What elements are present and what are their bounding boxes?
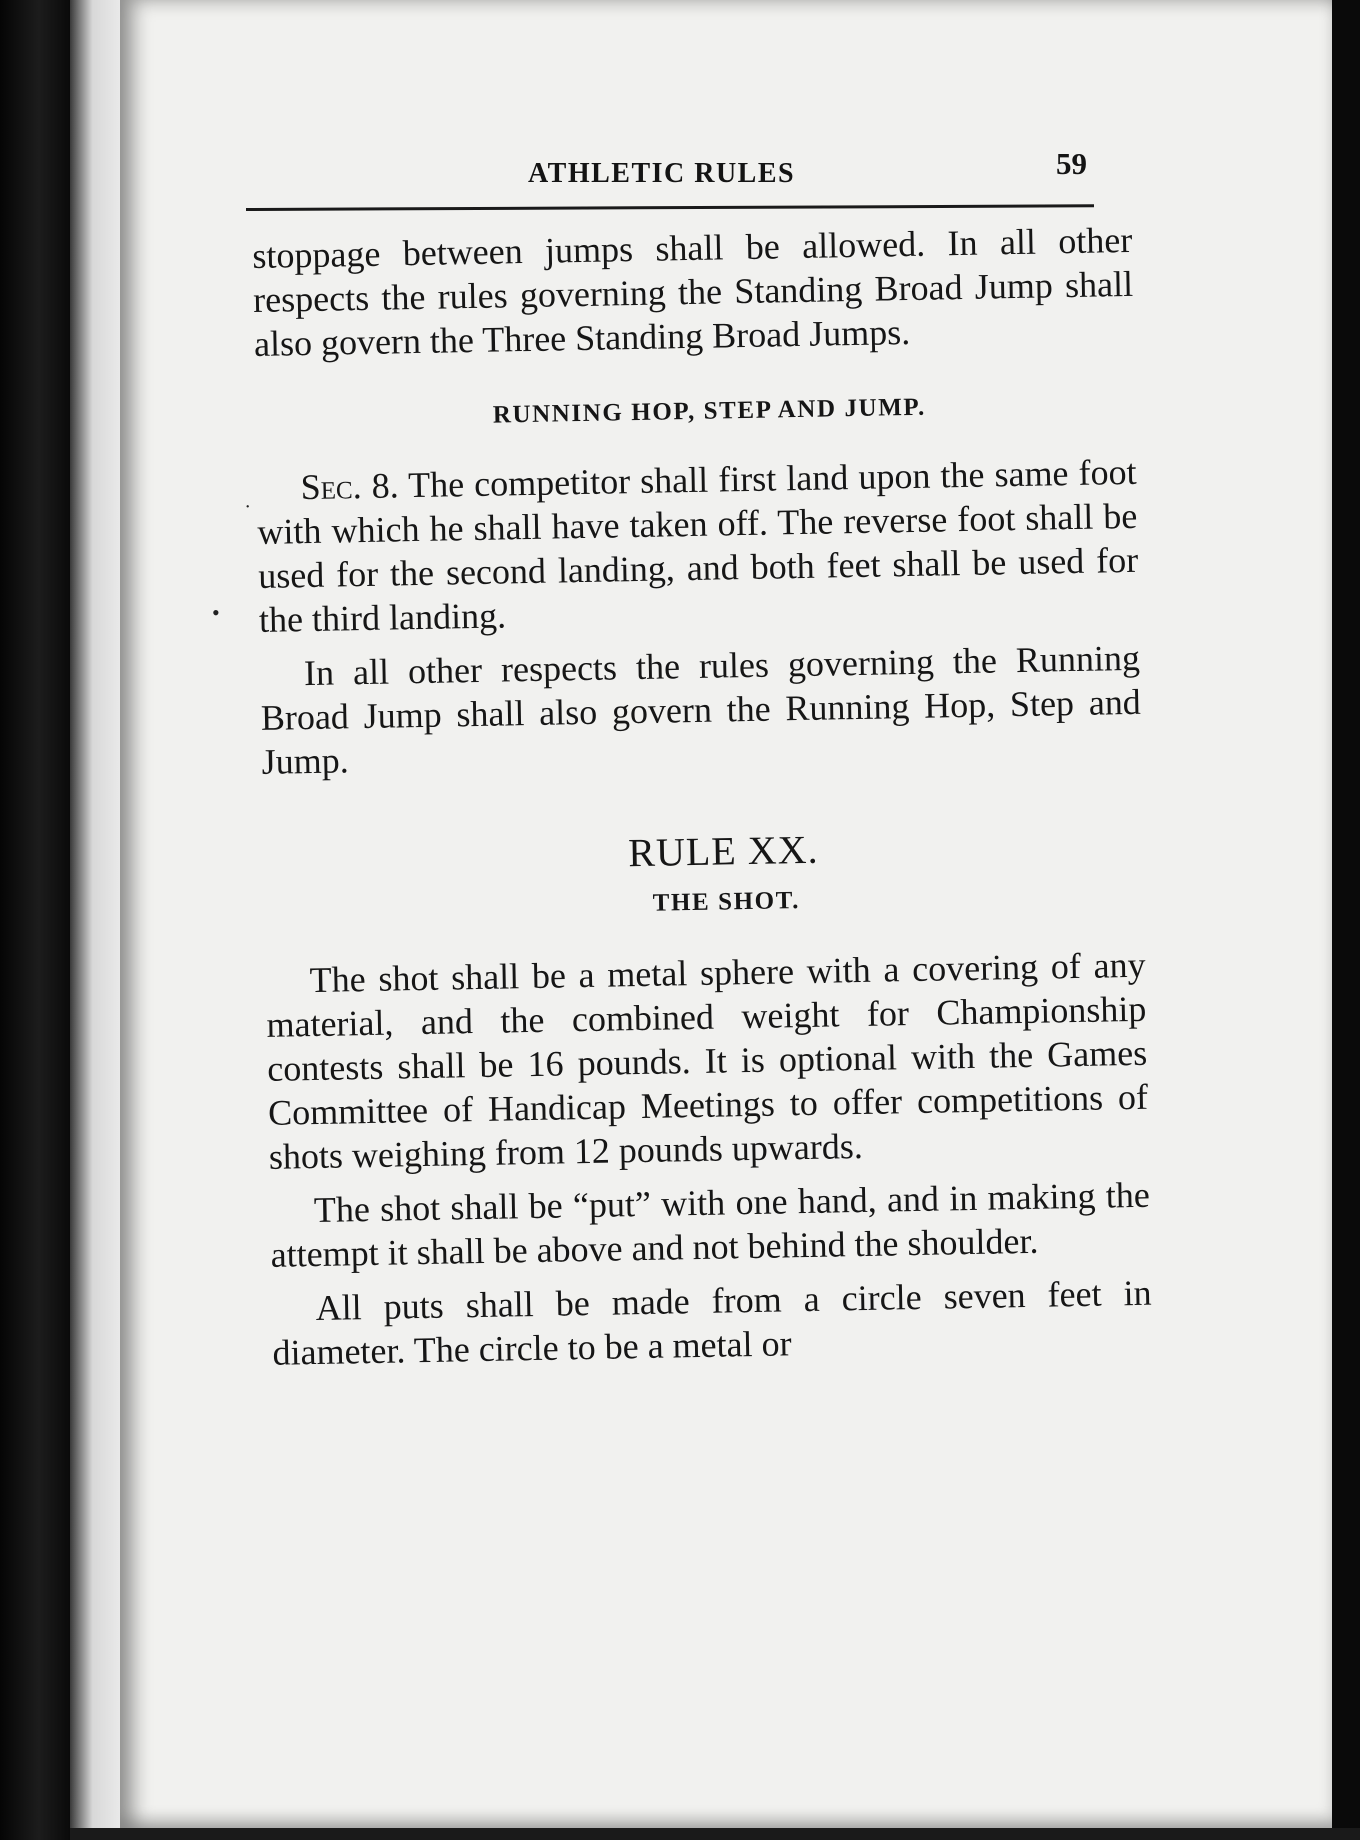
page-text (252, 218, 1153, 1375)
running-head: ATHLETIC RULES (528, 158, 796, 189)
rule-subheading: THE SHOT. (652, 887, 801, 917)
page-border-bottom (70, 1828, 1360, 1840)
rule-heading: RULE XX. (627, 826, 819, 876)
section-subheading: RUNNING HOP, STEP AND JUMP. (492, 393, 927, 429)
margin-mark: • (212, 600, 220, 625)
paragraph-sec8-text: The competitor shall first land upon the same foot with which he shall have taken off. The reverse foot shall be used for the second landing, and both feet shall be used for the third landing. (257, 451, 1139, 640)
page-number: 59 (1056, 146, 1087, 181)
paragraph-intro: stoppage between jumps shall be allowed. In all other respects the rules governing the Standing Broad Jump shall also govern the Three Standing Broad Jumps. (252, 219, 1134, 364)
ink-speck: ˙ (244, 500, 252, 525)
paragraph-other-respects: In all other respects the rules governing the Running Broad Jump shall also govern the Running Hop, Step and Jump. (260, 637, 1142, 782)
page-border-right (1332, 0, 1360, 1840)
section-label: Sec. 8. (300, 465, 400, 508)
paragraph-shot-definition: The shot shall be a metal sphere with a covering of any material, and the combined weight for Championship contests shall be 16 pounds. It is optional with the Games Committee of Handicap Meetings to offer competitions of shots weighing from 12 pounds upwards. (266, 944, 1149, 1177)
paragraph-shot-put: The shot shall be “put” with one hand, and in making the attempt it shall be above and not behind the shoulder. (270, 1174, 1151, 1275)
paragraph-sec8 (256, 450, 1139, 642)
paragraph-shot-circle: All puts shall be made from a circle seven feet in diameter. The circle to be a metal or (272, 1272, 1152, 1373)
book-gutter (0, 0, 70, 1840)
facing-page-edge (70, 0, 120, 1840)
